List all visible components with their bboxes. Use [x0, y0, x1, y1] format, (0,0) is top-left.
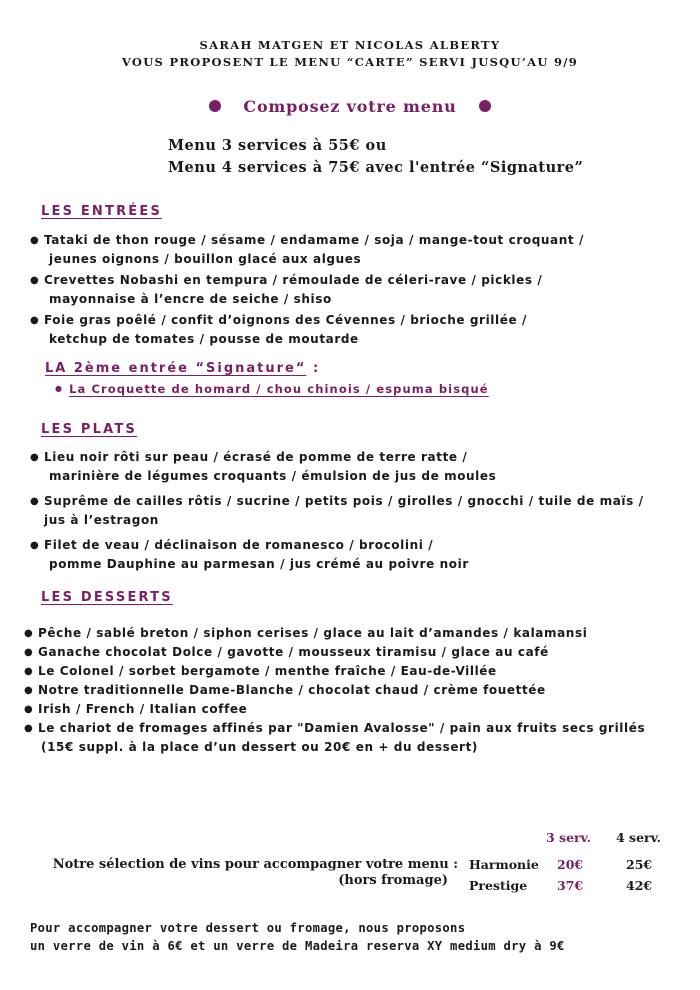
wine-row-harmonie-name: Harmonie	[469, 857, 539, 872]
wine-row-prestige-3: 37€	[557, 878, 584, 893]
signature-item: ● La Croquette de homard / chou chinois / espuma bisqué	[55, 382, 489, 396]
section-title-entrees: LES ENTRÉES	[41, 204, 163, 219]
wine-intro	[18, 857, 458, 889]
wine-row-harmonie-4: 25€	[626, 857, 653, 872]
bullet-icon: ●	[24, 723, 34, 734]
list-item: ● Le Colonel / sorbet bergamote / menthe fraîche / Eau-de-Villée	[24, 662, 694, 681]
wine-intro-line-1: Notre sélection de vins pour accompagner votre menu :	[52, 857, 458, 872]
bullet-icon: ●	[30, 540, 40, 551]
signature-title: LA 2ème entrée “Signature“	[45, 361, 307, 376]
bullet-icon: ●	[24, 685, 34, 696]
desserts-list	[24, 624, 694, 757]
wine-row-harmonie-3: 20€	[557, 857, 584, 872]
bullet-icon: ●	[30, 496, 40, 507]
footer-line-2: un verre de vin à 6€ et un verre de Madeira reserva XY medium dry à 9€	[30, 939, 565, 953]
signature-title-row	[45, 361, 320, 376]
wine-row-prestige-4: 42€	[626, 878, 653, 893]
entrees-list	[30, 231, 690, 349]
bullet-dot-icon	[479, 100, 491, 112]
bullet-icon: ●	[30, 315, 40, 326]
section-title-plats: LES PLATS	[41, 422, 137, 437]
list-item: ● Filet de veau / déclinaison de romanesco / brocolini / pomme Dauphine au parmesan / jus crémé au poivre noir	[30, 538, 469, 571]
list-item: ● Foie gras poêlé / confit d’oignons des Cévennes / brioche grillée / ketchup de tomates / pousse de moutarde	[30, 313, 527, 346]
header-line-1: SARAH MATGEN ET NICOLAS ALBERTY	[199, 38, 501, 52]
footer-line-1: Pour accompagner votre dessert ou fromage, nous proposons	[30, 921, 466, 935]
wine-col-4-services: 4 serv.	[616, 830, 661, 845]
header-line-2: VOUS PROPOSENT LE MENU “CARTE” SERVI JUSQU’AU 9/9	[121, 55, 579, 69]
list-item: ● Crevettes Nobashi en tempura / rémoulade de céleri-rave / pickles / mayonnaise à l’encre de seiche / shiso	[30, 273, 543, 306]
signature-colon: :	[306, 361, 321, 376]
list-item: ● Suprême de cailles rôtis / sucrine / petits pois / girolles / gnocchi / tuile de maïs / jus à l’estragon	[30, 494, 644, 527]
bullet-dot-icon	[209, 100, 221, 112]
list-item: ● Lieu noir rôti sur peau / écrasé de pomme de terre ratte / marinière de légumes croquants / émulsion de jus de moules	[30, 450, 497, 483]
bullet-icon: ●	[24, 666, 34, 677]
compose-title: Composez votre menu	[243, 97, 457, 116]
bullet-icon: ●	[30, 275, 40, 286]
compose-title-row	[0, 96, 700, 116]
bullet-icon: ●	[24, 647, 34, 658]
menu-option-4-services: Menu 4 services à 75€ avec l'entrée “Signature”	[168, 159, 584, 176]
wine-intro-line-2: (hors fromage)	[338, 873, 448, 888]
bullet-icon: ●	[30, 452, 40, 463]
plats-list	[30, 448, 690, 574]
list-item: ● Notre traditionnelle Dame-Blanche / chocolat chaud / crème fouettée	[24, 681, 694, 700]
section-title-desserts: LES DESSERTS	[41, 590, 173, 605]
list-item: ● Irish / French / Italian coffee	[24, 700, 694, 719]
menu-option-3-services: Menu 3 services à 55€ ou	[168, 137, 387, 154]
bullet-icon: ●	[24, 628, 34, 639]
list-item: ● Ganache chocolat Dolce / gavotte / mousseux tiramisu / glace au café	[24, 643, 694, 662]
wine-col-3-services: 3 serv.	[546, 830, 591, 845]
list-item: ● Le chariot de fromages affinés par "Damien Avalosse" / pain aux fruits secs grillés (15€ suppl. à la place d’un dessert ou 20€ en + du dessert)	[24, 721, 646, 754]
bullet-icon: ●	[24, 704, 34, 715]
list-item: ● Pêche / sablé breton / siphon cerises / glace au lait d’amandes / kalamansi	[24, 624, 694, 643]
bullet-icon: ●	[55, 384, 64, 393]
list-item: ● Tataki de thon rouge / sésame / endamame / soja / mange-tout croquant / jeunes oignons / bouillon glacé aux algues	[30, 233, 584, 266]
wine-row-prestige-name: Prestige	[469, 878, 528, 893]
bullet-icon: ●	[30, 235, 40, 246]
